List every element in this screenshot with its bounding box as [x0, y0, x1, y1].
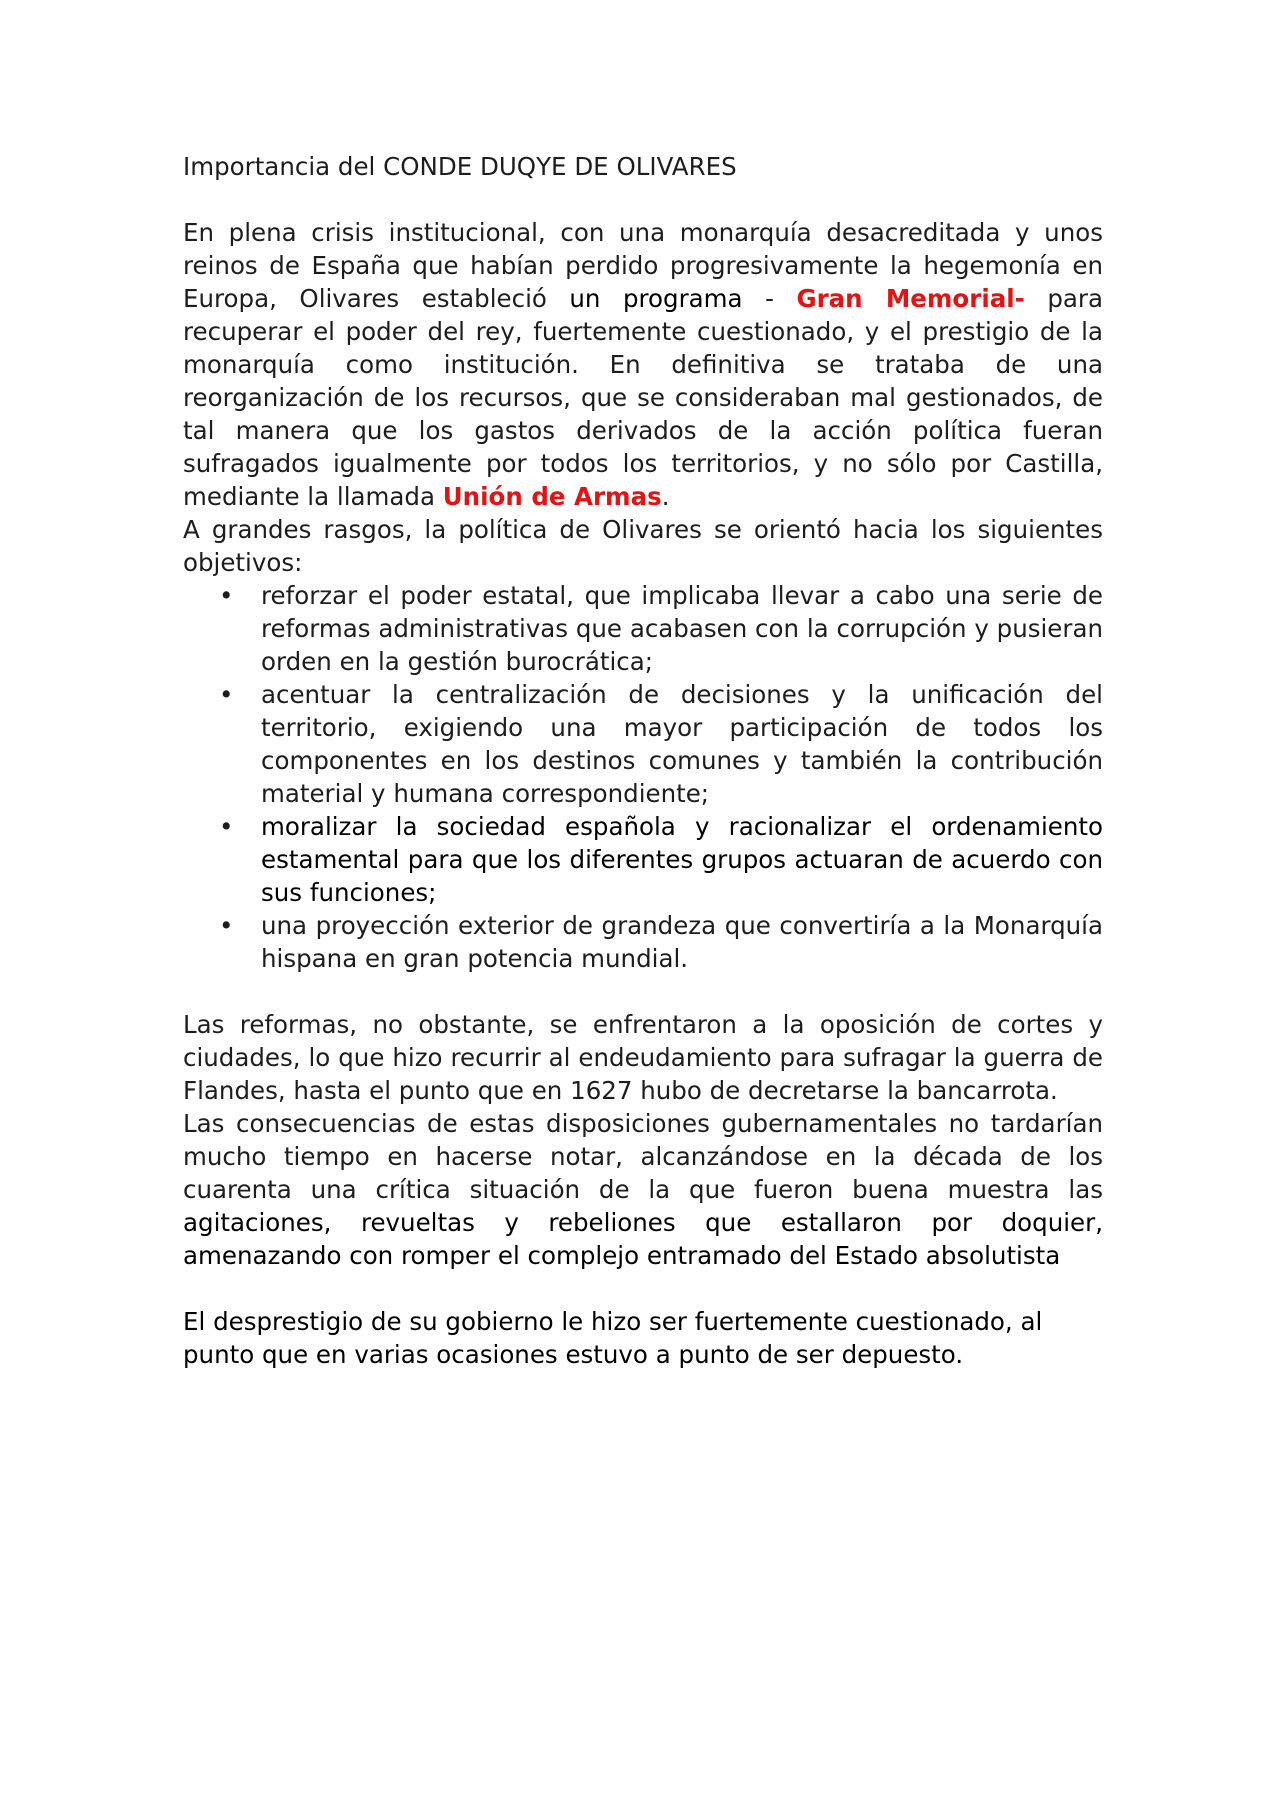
paragraph-consequences-text-2: agitaciones, revueltas y rebeliones que estallaron por doquier, amenazando con romper el complejo entramado del Estado absolutista [183, 1208, 1103, 1270]
paragraph-intro-text-2: un programa [569, 284, 743, 313]
paragraph-intro-text-3: - [742, 284, 797, 313]
list-item [219, 678, 1103, 810]
bullet-icon: • [219, 911, 234, 940]
list-item-text: moralizar la sociedad española y racionalizar el ordenamiento estamental para que los diferentes grupos actuaran de acuerdo con sus funciones; [261, 812, 1103, 907]
list-item-text: una proyección exterior de grandeza que convertiría a la Monarquía hispana en gran potencia mundial. [261, 911, 1103, 973]
paragraph-objectives-intro: A grandes rasgos, la política de Olivares se orientó hacia los siguientes objetivos: [183, 515, 1103, 577]
bullet-icon: • [219, 812, 234, 841]
paragraph-consequences-text-1: Las consecuencias de estas disposiciones gubernamentales no tardarían mucho tiempo en hacerse notar, alcanzándose en la década de los cuarenta una crítica situación de la que fueron buena muestra las [183, 1109, 1103, 1204]
list-item [219, 810, 1103, 909]
list-item [219, 909, 1103, 975]
paragraph-reforms: Las reformas, no obstante, se enfrentaron a la oposición de cortes y ciudades, lo que hizo recurrir al endeudamiento para sufragar la guerra de Flandes, hasta el punto que en 1627 hubo de decretarse la bancarrota. [183, 1010, 1103, 1105]
paragraph-intro [183, 216, 1103, 513]
objectives-list [183, 579, 1103, 975]
paragraph-intro-text-1: En plena crisis institucional, con una monarquía desacreditada y unos reinos de España que habían perdido progresivamente la hegemonía en Europa, Olivares estableció [183, 218, 1103, 313]
bullet-icon: • [219, 680, 234, 709]
paragraph-spacer [183, 975, 1103, 1008]
list-item-text: reforzar el poder estatal, que implicaba llevar a cabo una serie de reformas administrativas que acabasen con la corrupción y pusieran orden en la gestión burocrática; [261, 581, 1103, 676]
paragraph-conclusion: El desprestigio de su gobierno le hizo ser fuertemente cuestionado, al punto que en varias ocasiones estuvo a punto de ser depuesto. [183, 1307, 1043, 1369]
list-item-text: acentuar la centralización de decisiones y la unificación del territorio, exigiendo una mayor participación de todos los componentes en los destinos comunes y también la contribución material y humana correspondiente; [261, 680, 1103, 808]
paragraph-consequences [183, 1107, 1103, 1272]
paragraph-intro-text-4: para recuperar el poder del rey, fuertemente cuestionado, y el prestigio de la monarquía como institución. En definitiva se trataba de una reorganización de los recursos, que se consideraban mal gestionados, de tal manera que los gastos derivados de la acción política fueran sufragados igualmente por todos los territorios, y no sólo por Castilla, mediante la llamada [183, 284, 1103, 511]
highlight-gran-memorial: Gran Memorial- [796, 284, 1025, 313]
highlight-union-de-armas: Unión de Armas [442, 482, 662, 511]
document-page [183, 150, 1103, 1371]
document-title: Importancia del CONDE DUQYE DE OLIVARES [183, 152, 737, 181]
bullet-icon: • [219, 581, 234, 610]
paragraph-spacer [183, 1272, 1103, 1305]
paragraph-intro-text-5: . [661, 482, 670, 511]
list-item [219, 579, 1103, 678]
